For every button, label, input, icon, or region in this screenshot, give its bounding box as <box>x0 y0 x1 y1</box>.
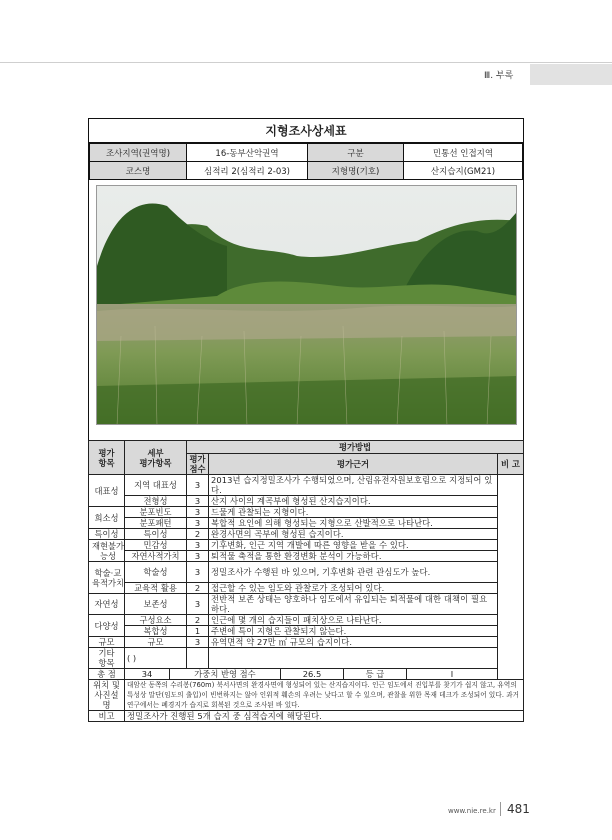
sub-item: ( ) <box>125 648 187 669</box>
footer-url: www.nie.re.kr <box>448 807 496 815</box>
score: 3 <box>187 594 209 615</box>
sub-item: 교육적 활용 <box>125 583 187 594</box>
basis: 접근할 수 있는 임도와 관찰로가 조성되어 있다. <box>209 583 498 594</box>
evaluation-table <box>88 440 524 722</box>
basis: 유역면적 약 27만 ㎡ 규모의 습지이다. <box>209 637 498 648</box>
cat-scale: 규모 <box>89 637 125 648</box>
info-table <box>89 143 523 180</box>
note-label: 비고 <box>89 711 125 722</box>
section-label: Ⅲ. 부록 <box>484 71 514 81</box>
basis: 산지 사이의 계곡부에 형성된 산지습지이다. <box>209 496 498 507</box>
header-sub-item: 세부 평가항목 <box>125 441 187 475</box>
note-text: 정밀조사가 진행된 5개 습지 중 심적습지에 해당된다. <box>125 711 524 722</box>
basis: 전반적 보존 상태는 양호하나 임도에서 유입되는 퇴적물에 대한 대책이 필요하다. <box>209 594 498 615</box>
score: 2 <box>187 529 209 540</box>
sub-item: 보존성 <box>125 594 187 615</box>
sub-item: 분포빈도 <box>125 507 187 518</box>
cat-other: 기타 항목 <box>89 648 125 669</box>
grade-label: 등 급 <box>343 669 406 679</box>
score: 3 <box>187 562 209 583</box>
score: 2 <box>187 615 209 626</box>
landform-label: 지형명(기호) <box>308 162 404 180</box>
sub-item: 전형성 <box>125 496 187 507</box>
score: 3 <box>187 637 209 648</box>
type-value: 민통선 인접지역 <box>404 144 523 162</box>
total-value: 34 <box>141 669 153 679</box>
location-description: 대암산 동쪽의 수리봉(760m) 북서사면의 완경사면에 형성되어 있는 산지습지이다. 인근 임도에서 진입부를 찾기가 쉽지 않고, 유역의 특성상 말단(임도의 출입)이 빈번하지는 않아 인위적 훼손의 우려는 낮다고 할 수 있으며, 관찰을 위한 목재 데크가 조성되어 있다. 과거 연구에서는 폐경지가 습지로 회복된 것으로 조사된 바 있다. <box>125 680 524 711</box>
page-number: 481 <box>507 802 530 816</box>
type-label: 구분 <box>308 144 404 162</box>
sub-item: 분포패턴 <box>125 518 187 529</box>
location-label: 위치 및 사진설명 <box>89 680 125 711</box>
sheet-title: 지형조사상세표 <box>89 119 523 143</box>
basis: 퇴적물 축적을 통한 환경변화 분석이 가능하다. <box>209 551 498 562</box>
basis <box>209 648 498 669</box>
cat-academic-value: 학술·교육적가치 <box>89 562 125 594</box>
course-value: 심적리 2(심적리 2-03) <box>187 162 308 180</box>
cat-naturalness: 자연성 <box>89 594 125 615</box>
header-note: 비 고 <box>497 454 523 475</box>
score: 3 <box>187 540 209 551</box>
cat-irreproducibility: 재현불가능성 <box>89 540 125 562</box>
cat-representativeness: 대표성 <box>89 475 125 507</box>
header-basis: 평가근거 <box>209 454 498 475</box>
score: 3 <box>187 518 209 529</box>
sub-item: 학술성 <box>125 562 187 583</box>
weighted-value: 26.5 <box>280 669 343 679</box>
sub-item: 복합성 <box>125 626 187 637</box>
basis: 완경사면의 곡부에 형성된 습지이다. <box>209 529 498 540</box>
footer-divider <box>500 802 501 816</box>
score: 3 <box>187 496 209 507</box>
total-row <box>125 669 498 680</box>
total-label: 총 점 <box>89 669 125 680</box>
sub-item: 자연사적가치 <box>125 551 187 562</box>
basis: 복합적 요인에 의해 형성되는 지형으로 산발적으로 나타난다. <box>209 518 498 529</box>
wetland-photo <box>96 185 517 425</box>
region-value: 16-동부산악권역 <box>187 144 308 162</box>
survey-sheet <box>88 118 524 444</box>
header-rule <box>0 62 612 63</box>
score: 3 <box>187 507 209 518</box>
sub-item: 특이성 <box>125 529 187 540</box>
weighted-label: 가중치 반영 점수 <box>169 669 280 679</box>
header-score: 평가 점수 <box>187 454 209 475</box>
wetland-photo-illustration <box>97 186 517 425</box>
cat-rarity: 희소성 <box>89 507 125 529</box>
basis: 주변에 특이 지형은 관찰되지 않는다. <box>209 626 498 637</box>
score: 3 <box>187 475 209 496</box>
cat-diversity: 다양성 <box>89 615 125 637</box>
basis: 2013년 습지정밀조사가 수행되었으며, 산림유전자원보호림으로 지정되어 있다. <box>209 475 498 496</box>
note-cell <box>497 475 523 680</box>
sub-item: 구성요소 <box>125 615 187 626</box>
region-label: 조사지역(권역명) <box>90 144 187 162</box>
header-method: 평가방법 <box>187 441 524 454</box>
score <box>187 648 209 669</box>
score: 2 <box>187 583 209 594</box>
sub-item: 민감성 <box>125 540 187 551</box>
section-tab <box>530 64 612 85</box>
basis: 드물게 관찰되는 지형이다. <box>209 507 498 518</box>
grade-value: I <box>406 669 497 679</box>
score: 3 <box>187 551 209 562</box>
header-eval-item: 평가 항목 <box>89 441 125 475</box>
sub-item: 지역 대표성 <box>125 475 187 496</box>
cat-peculiarity: 특이성 <box>89 529 125 540</box>
course-label: 코스명 <box>90 162 187 180</box>
basis: 정밀조사가 수행된 바 있으며, 기후변화 관련 관심도가 높다. <box>209 562 498 583</box>
basis: 인근에 몇 개의 습지들이 패치상으로 나타난다. <box>209 615 498 626</box>
sub-item: 규모 <box>125 637 187 648</box>
basis: 기후변화, 인근 지역 개발에 따른 영향을 받을 수 있다. <box>209 540 498 551</box>
score: 1 <box>187 626 209 637</box>
landform-value: 산지습지(GM21) <box>404 162 523 180</box>
